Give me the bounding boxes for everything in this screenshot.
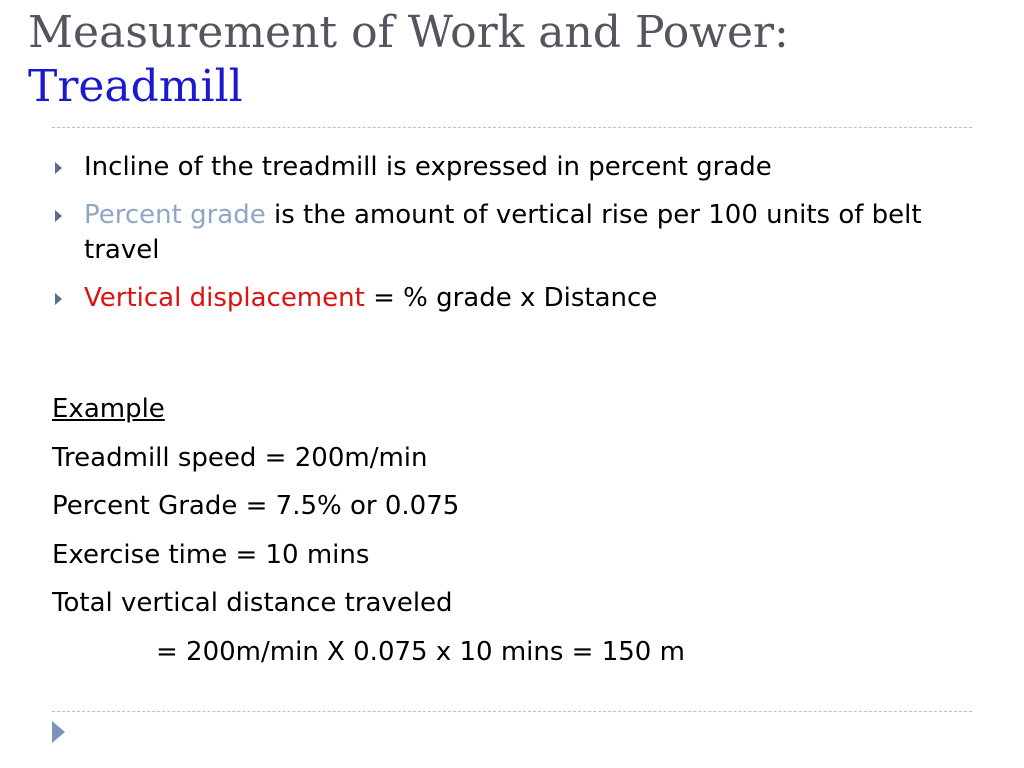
example-heading: Example [52,394,165,424]
example-line-total-label: Total vertical distance traveled [52,588,453,618]
bullet-list [52,150,952,329]
example-line-calculation: = 200m/min X 0.075 x 10 mins = 150 m [156,636,685,667]
bullet-arrow-icon [55,210,62,222]
bullet-item-vertical-displacement [52,281,952,316]
bullet-arrow-icon [55,162,62,174]
example-line-time: Exercise time = 10 mins [52,539,370,570]
title-line-1: Measurement of Work and Power: [28,7,789,58]
next-slide-arrow-icon[interactable] [52,721,65,743]
slide-title [28,6,789,114]
bullet-text: = % grade x Distance [364,283,658,313]
bullet-text: is the amount of vertical rise per 100 units of belt travel [84,200,922,265]
example-section [52,385,952,676]
bullet-highlight-term: Vertical displacement [84,283,365,313]
top-divider [52,127,972,128]
bullet-item-percent-grade [52,198,952,268]
bullet-highlight-term: Percent grade [84,200,266,230]
example-line-speed: Treadmill speed = 200m/min [52,442,428,473]
example-line-grade: Percent Grade = 7.5% or 0.075 [52,491,460,521]
bullet-text: Incline of the treadmill is expressed in percent grade [84,152,772,182]
bottom-divider [52,711,972,712]
bullet-item-incline [52,150,952,185]
title-line-2: Treadmill [28,61,243,112]
bullet-arrow-icon [55,293,62,305]
